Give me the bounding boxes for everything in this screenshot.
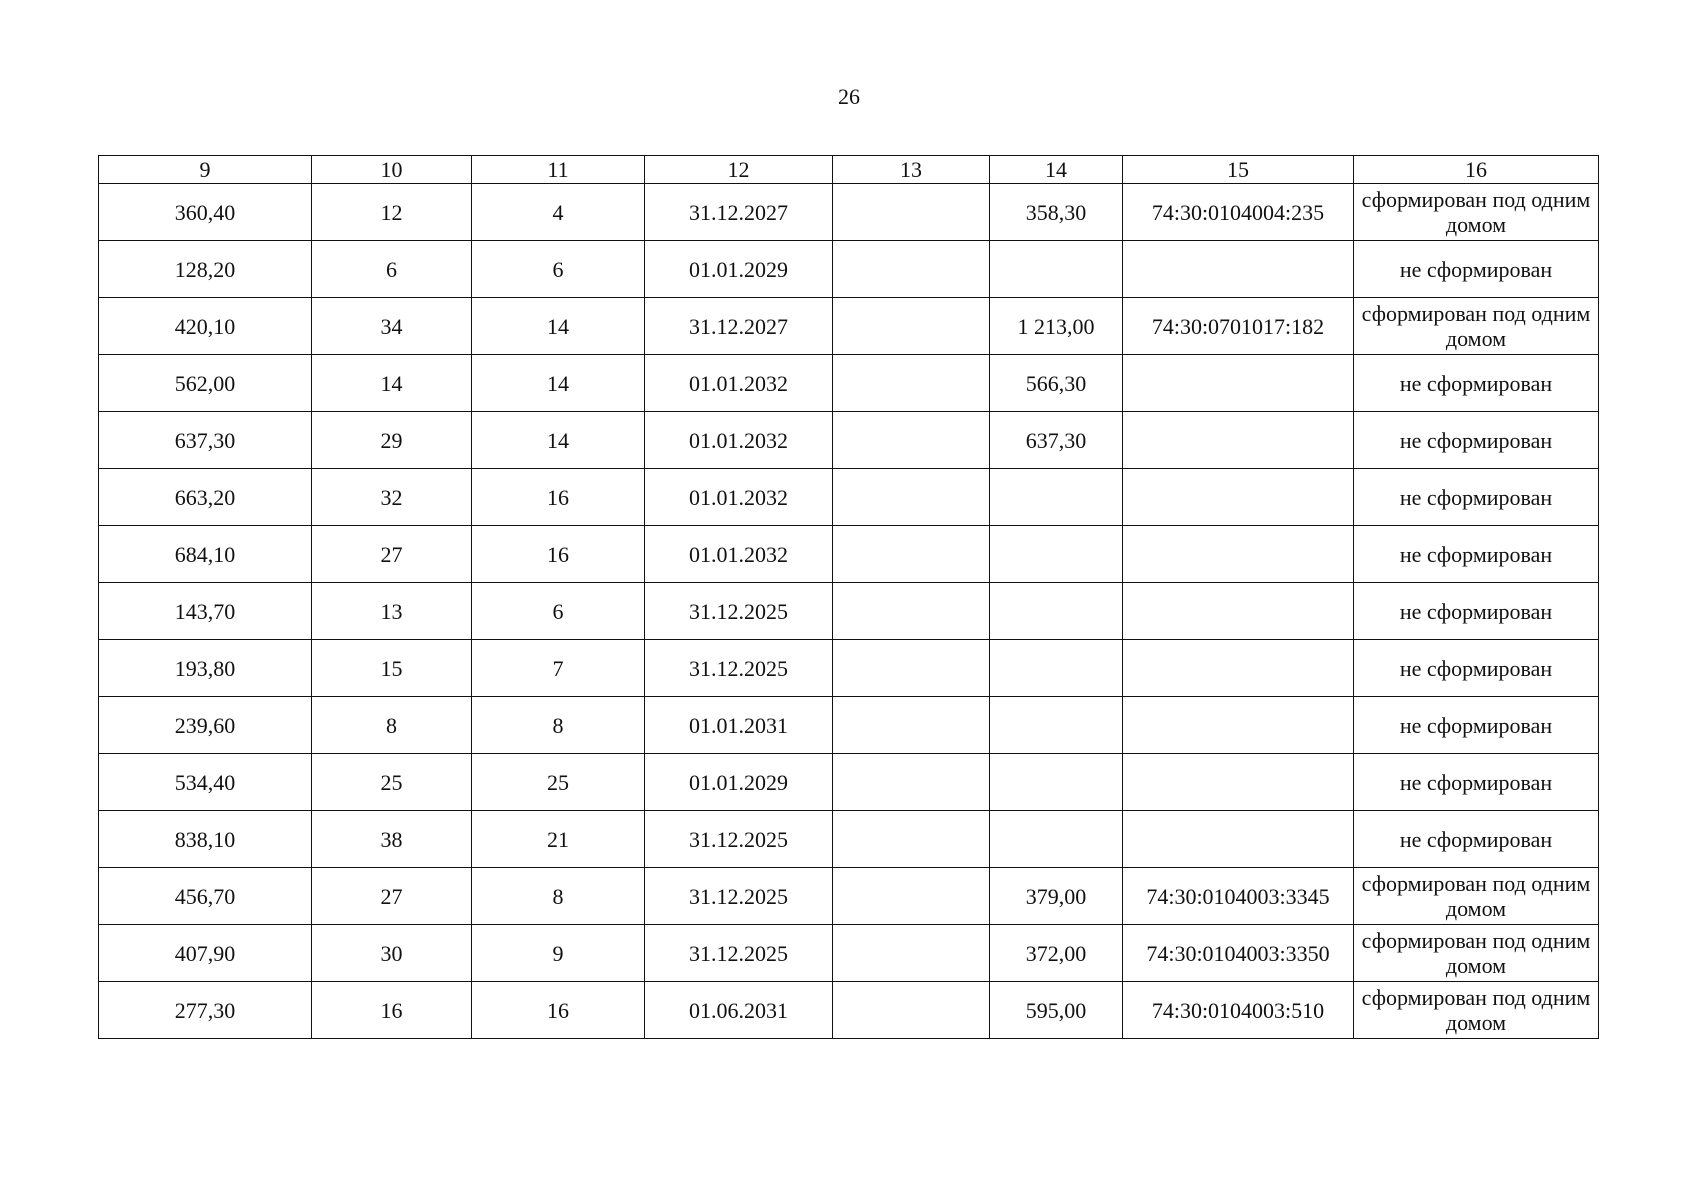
cell-residents: 13 xyxy=(312,583,472,640)
cell-land-area: 358,30 xyxy=(990,184,1123,241)
table-row xyxy=(99,868,1599,925)
cell-land-area xyxy=(990,583,1123,640)
cell-residents: 30 xyxy=(312,925,472,982)
cell-land-area: 372,00 xyxy=(990,925,1123,982)
cell-cadastral-number xyxy=(1123,526,1354,583)
cell-apartments: 16 xyxy=(472,982,645,1039)
cell-residents: 29 xyxy=(312,412,472,469)
cell-apartments: 6 xyxy=(472,241,645,298)
cell-date: 01.01.2032 xyxy=(645,469,833,526)
cell-cadastral-number xyxy=(1123,583,1354,640)
data-table xyxy=(98,155,1599,1039)
cell-area: 637,30 xyxy=(99,412,312,469)
cell-apartments: 4 xyxy=(472,184,645,241)
cell-col13 xyxy=(833,355,990,412)
table-row xyxy=(99,754,1599,811)
cell-cadastral-number xyxy=(1123,355,1354,412)
cell-land-area xyxy=(990,469,1123,526)
cell-land-area: 637,30 xyxy=(990,412,1123,469)
cell-residents: 27 xyxy=(312,526,472,583)
cell-residents: 6 xyxy=(312,241,472,298)
cell-status: сформирован под одним домом xyxy=(1354,298,1599,355)
cell-cadastral-number xyxy=(1123,469,1354,526)
table-row xyxy=(99,298,1599,355)
cell-area: 277,30 xyxy=(99,982,312,1039)
cell-col13 xyxy=(833,526,990,583)
cell-date: 01.06.2031 xyxy=(645,982,833,1039)
cell-status: не сформирован xyxy=(1354,754,1599,811)
cell-date: 01.01.2032 xyxy=(645,355,833,412)
cell-date: 31.12.2027 xyxy=(645,298,833,355)
cell-date: 01.01.2032 xyxy=(645,526,833,583)
cell-land-area xyxy=(990,811,1123,868)
cell-area: 562,00 xyxy=(99,355,312,412)
cell-apartments: 8 xyxy=(472,868,645,925)
cell-date: 01.01.2031 xyxy=(645,697,833,754)
cell-apartments: 14 xyxy=(472,355,645,412)
column-header: 15 xyxy=(1123,156,1354,184)
cell-area: 360,40 xyxy=(99,184,312,241)
cell-apartments: 16 xyxy=(472,526,645,583)
cell-apartments: 16 xyxy=(472,469,645,526)
cell-status: не сформирован xyxy=(1354,241,1599,298)
table-row xyxy=(99,241,1599,298)
cell-apartments: 7 xyxy=(472,640,645,697)
cell-land-area xyxy=(990,640,1123,697)
column-header: 10 xyxy=(312,156,472,184)
cell-residents: 15 xyxy=(312,640,472,697)
cell-residents: 38 xyxy=(312,811,472,868)
column-header: 11 xyxy=(472,156,645,184)
cell-apartments: 14 xyxy=(472,412,645,469)
table-row xyxy=(99,925,1599,982)
cell-area: 239,60 xyxy=(99,697,312,754)
cell-status: не сформирован xyxy=(1354,697,1599,754)
cell-residents: 34 xyxy=(312,298,472,355)
cell-land-area: 595,00 xyxy=(990,982,1123,1039)
cell-status: не сформирован xyxy=(1354,811,1599,868)
cell-residents: 27 xyxy=(312,868,472,925)
cell-col13 xyxy=(833,298,990,355)
cell-residents: 16 xyxy=(312,982,472,1039)
cell-date: 31.12.2025 xyxy=(645,868,833,925)
cell-land-area: 379,00 xyxy=(990,868,1123,925)
cell-status: не сформирован xyxy=(1354,640,1599,697)
cell-cadastral-number: 74:30:0104003:3350 xyxy=(1123,925,1354,982)
table-row xyxy=(99,526,1599,583)
cell-date: 31.12.2025 xyxy=(645,583,833,640)
cell-apartments: 14 xyxy=(472,298,645,355)
cell-area: 420,10 xyxy=(99,298,312,355)
cell-area: 663,20 xyxy=(99,469,312,526)
cell-cadastral-number xyxy=(1123,640,1354,697)
cell-area: 128,20 xyxy=(99,241,312,298)
cell-status: не сформирован xyxy=(1354,526,1599,583)
cell-date: 31.12.2025 xyxy=(645,811,833,868)
cell-apartments: 9 xyxy=(472,925,645,982)
cell-col13 xyxy=(833,583,990,640)
cell-apartments: 8 xyxy=(472,697,645,754)
cell-cadastral-number xyxy=(1123,754,1354,811)
table-row xyxy=(99,184,1599,241)
cell-land-area xyxy=(990,241,1123,298)
cell-cadastral-number xyxy=(1123,241,1354,298)
page-number: 26 xyxy=(838,84,860,109)
table-row xyxy=(99,697,1599,754)
column-header: 16 xyxy=(1354,156,1599,184)
cell-cadastral-number: 74:30:0701017:182 xyxy=(1123,298,1354,355)
cell-col13 xyxy=(833,640,990,697)
cell-status: сформирован под одним домом xyxy=(1354,184,1599,241)
cell-land-area xyxy=(990,754,1123,811)
cell-cadastral-number xyxy=(1123,697,1354,754)
cell-col13 xyxy=(833,868,990,925)
cell-col13 xyxy=(833,241,990,298)
cell-apartments: 21 xyxy=(472,811,645,868)
cell-cadastral-number xyxy=(1123,412,1354,469)
cell-area: 684,10 xyxy=(99,526,312,583)
cell-cadastral-number: 74:30:0104003:510 xyxy=(1123,982,1354,1039)
cell-residents: 25 xyxy=(312,754,472,811)
column-header: 14 xyxy=(990,156,1123,184)
table-row xyxy=(99,583,1599,640)
cell-apartments: 25 xyxy=(472,754,645,811)
cell-col13 xyxy=(833,697,990,754)
cell-status: сформирован под одним домом xyxy=(1354,982,1599,1039)
table-row xyxy=(99,355,1599,412)
cell-land-area: 566,30 xyxy=(990,355,1123,412)
cell-status: сформирован под одним домом xyxy=(1354,868,1599,925)
cell-cadastral-number xyxy=(1123,811,1354,868)
cell-status: не сформирован xyxy=(1354,469,1599,526)
cell-status: не сформирован xyxy=(1354,355,1599,412)
cell-cadastral-number: 74:30:0104004:235 xyxy=(1123,184,1354,241)
table-row xyxy=(99,412,1599,469)
cell-col13 xyxy=(833,184,990,241)
cell-date: 01.01.2032 xyxy=(645,412,833,469)
table-row xyxy=(99,640,1599,697)
cell-residents: 8 xyxy=(312,697,472,754)
column-header: 9 xyxy=(99,156,312,184)
cell-area: 143,70 xyxy=(99,583,312,640)
cell-area: 456,70 xyxy=(99,868,312,925)
cell-land-area xyxy=(990,697,1123,754)
cell-date: 31.12.2025 xyxy=(645,925,833,982)
cell-status: сформирован под одним домом xyxy=(1354,925,1599,982)
cell-status: не сформирован xyxy=(1354,412,1599,469)
table-body xyxy=(99,184,1599,1039)
cell-date: 31.12.2027 xyxy=(645,184,833,241)
cell-land-area xyxy=(990,526,1123,583)
cell-col13 xyxy=(833,925,990,982)
cell-residents: 32 xyxy=(312,469,472,526)
cell-residents: 12 xyxy=(312,184,472,241)
cell-date: 31.12.2025 xyxy=(645,640,833,697)
cell-date: 01.01.2029 xyxy=(645,241,833,298)
cell-area: 838,10 xyxy=(99,811,312,868)
table-row xyxy=(99,982,1599,1039)
table-row xyxy=(99,469,1599,526)
column-header: 13 xyxy=(833,156,990,184)
cell-land-area: 1 213,00 xyxy=(990,298,1123,355)
cell-col13 xyxy=(833,754,990,811)
column-header: 12 xyxy=(645,156,833,184)
cell-cadastral-number: 74:30:0104003:3345 xyxy=(1123,868,1354,925)
header-row xyxy=(99,156,1599,184)
cell-col13 xyxy=(833,412,990,469)
table-row xyxy=(99,811,1599,868)
cell-status: не сформирован xyxy=(1354,583,1599,640)
cell-date: 01.01.2029 xyxy=(645,754,833,811)
cell-residents: 14 xyxy=(312,355,472,412)
cell-apartments: 6 xyxy=(472,583,645,640)
cell-col13 xyxy=(833,811,990,868)
cell-col13 xyxy=(833,982,990,1039)
cell-area: 407,90 xyxy=(99,925,312,982)
cell-area: 534,40 xyxy=(99,754,312,811)
cell-area: 193,80 xyxy=(99,640,312,697)
cell-col13 xyxy=(833,469,990,526)
